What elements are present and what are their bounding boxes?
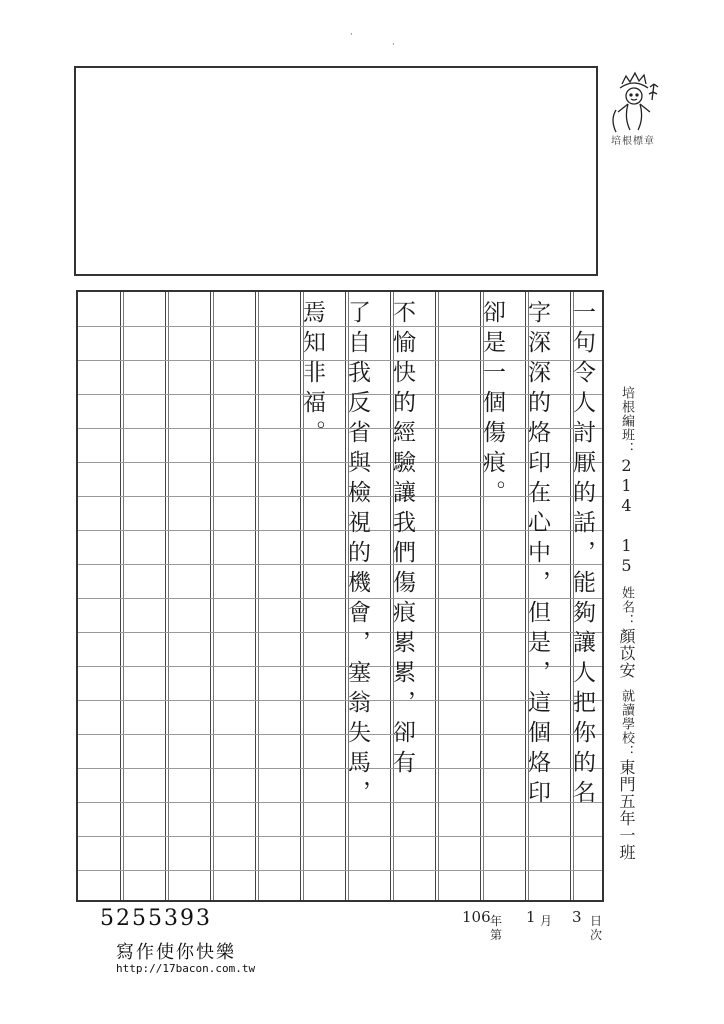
date-year-label: 年: [490, 914, 503, 928]
date-seq-prefix: 第: [490, 928, 503, 942]
date-seq-suffix: 次: [590, 928, 603, 942]
slogan: 寫作使你快樂: [116, 942, 236, 963]
date-year: 106: [462, 908, 491, 926]
date-day-label: 日: [590, 914, 603, 928]
essay-column-6: 了自我反省與檢視的機會，塞翁失馬，: [344, 300, 370, 810]
website-url: http://17bacon.com.tw: [116, 962, 256, 975]
manuscript-grid: [76, 290, 604, 902]
peigen-stamp: [606, 70, 662, 140]
date-day: 3: [572, 908, 582, 926]
school-value: 東門五年一班: [617, 759, 636, 861]
child-with-plant-icon: [606, 70, 662, 140]
essay-column-7: 焉知非福。: [299, 300, 325, 450]
scan-dot: ·: [350, 30, 353, 40]
essay-column-2: 字深深的烙印在心中，但是，這個烙印: [524, 300, 550, 810]
stamp-label: 培根標章: [611, 136, 655, 147]
name-value: 顏苡安: [617, 628, 636, 679]
essay-column-5: 不愉快的經驗讓我們傷痕累累，卻有: [389, 300, 415, 780]
name-label: 姓名：: [619, 586, 634, 628]
class-label: 培根編班：: [619, 386, 634, 456]
school-label: 就讀學校：: [619, 689, 634, 759]
date-month-label: 月: [540, 914, 553, 928]
date-line: [460, 906, 610, 940]
essay-column-1: 一句令人討厭的話，能夠讓人把你的名: [569, 300, 595, 810]
scan-dot: ·: [392, 40, 395, 50]
sheet-code: 5255393: [100, 906, 212, 931]
date-month: 1: [526, 908, 536, 926]
student-info: [612, 386, 638, 861]
class-value: 214 15: [617, 456, 636, 576]
comment-box: [74, 66, 598, 276]
essay-column-3: 卻是一個傷痕。: [479, 300, 505, 510]
